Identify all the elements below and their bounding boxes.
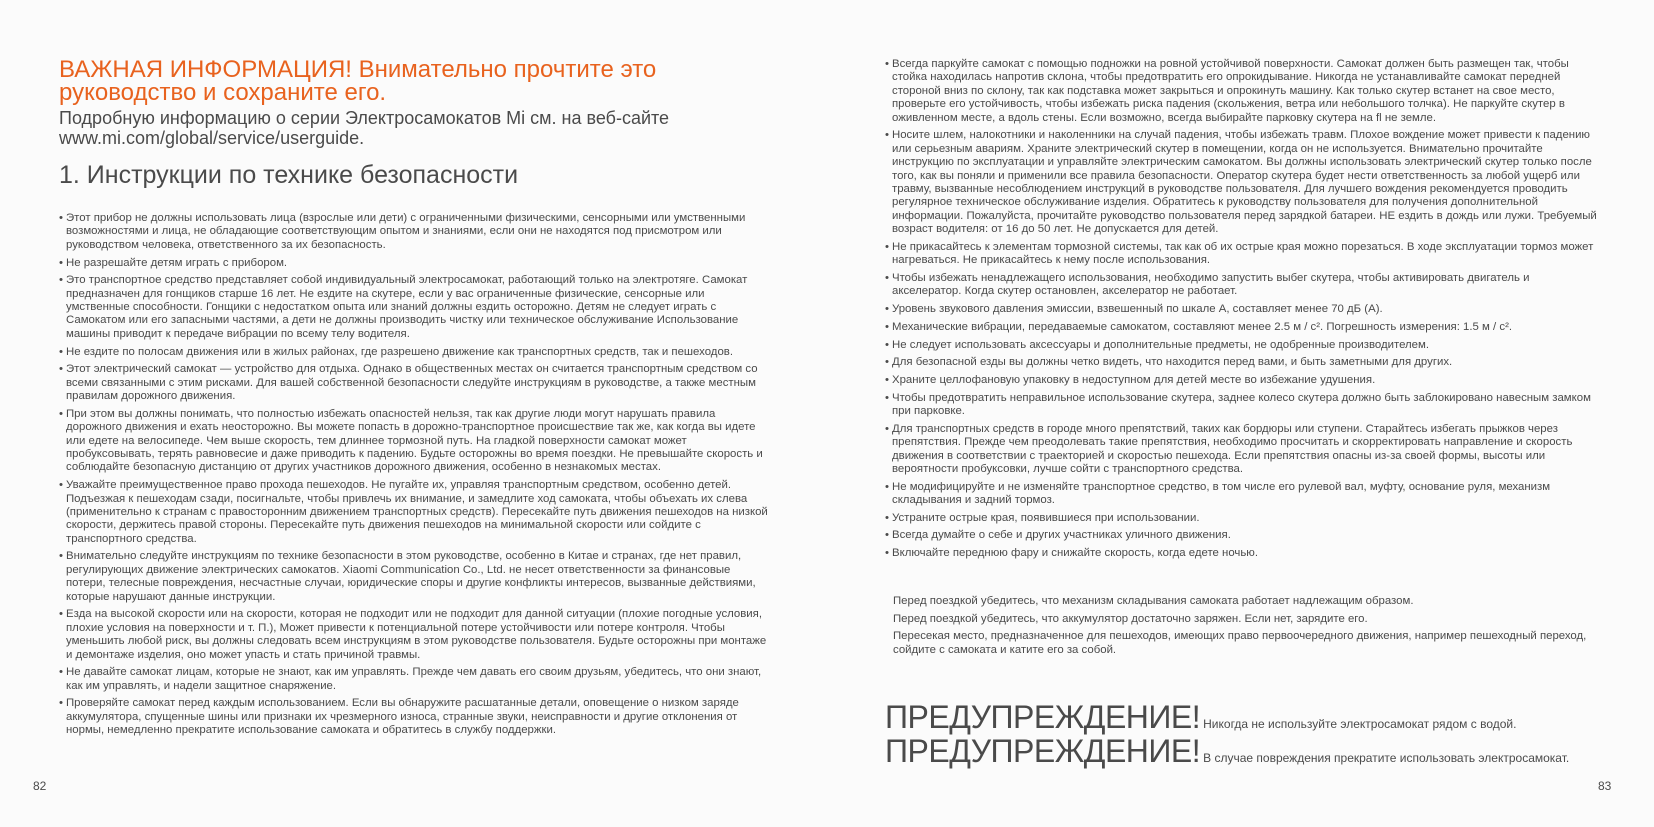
list-item: Перед поездкой убедитесь, что аккумулятор достаточно заряжен. Если нет, зарядите его. [893,612,1368,625]
list-item: • Чтобы предотвратить неправильное использование скутера, заднее колесо скутера должно быть заблокировано навесным замком при парковке. [885,391,1591,418]
list-item: • Механические вибрации, передаваемые самокатом, составляют менее 2.5 м / с². Погрешность измерения: 1.5 м / с². [885,320,1513,333]
bullet-icon: • [59,212,63,224]
warning-label: ПРЕДУПРЕЖДЕНИЕ! [885,733,1201,769]
list-item: • Езда на высокой скорости или на скорости, которая не подходит или не подходит для данной ситуации (плохие погодные условия, плохие условия на поверхности и т. П.), Может привести к потенциальной потере устойчивости или потере контроля. Чтобы уменьшить любой риск, вы должны следовать всем инструкциям в этом руководстве пользователя. Будьте осторожны при монтаже и демонтаже изделия, оно может упасть и стать причиной травмы. [59,608,767,661]
bullet-icon: • [885,529,889,542]
bullet-icon: • [885,356,889,369]
bullet-icon: • [885,391,889,404]
bullet-icon: • [59,256,63,269]
list-item: • Всегда паркуйте самокат с помощью подножки на ровной устойчивой поверхности. Самокат должен быть размещен так, чтобы стойка находилась напротив склона, чтобы предотвратить его опрокидывание. Никогда не устанавливайте самокат передней стороной вниз по склону, так как подставка может закрыться и опрокинуть машину. Как только скутер встанет на свое место, проверьте его устойчивость, чтобы избежать риска падения (скольжения, ветра или небольшого толчка). Не паркуйте скутер в оживленном месте, а вдоль стены. Если возможно, всегда выбирайте парковку скутера на fl не земле. [885,58,1569,124]
warning-row [885,734,1625,768]
bullet-icon: • [59,274,63,287]
list-item: • Проверяйте самокат перед каждым использованием. Если вы обнаружите расшатанные детали, оповещение о низком заряде аккумулятора, спущенные шины или признаки их чрезмерного износа, странные звуки, неисправности и другие отклонения от нормы, немедленно прекратите использование самоката и обратитесь в службу поддержки. [59,697,739,737]
list-item: • Не ездите по полосам движения или в жилых районах, где разрешено движение как транспортных средств, так и пешеходов. [59,345,733,358]
bullet-icon: • [885,303,889,316]
list-item: • Устраните острые края, появившиеся при использовании. [885,511,1200,524]
page-number-left: 82 [33,779,47,793]
list-item: • Не прикасайтесь к элементам тормозной системы, так как об их острые края можно порезаться. В ходе эксплуатации тормоз может нагреваться. Не прикасайтесь к нему после использования. [885,240,1594,267]
pre-ride-checklist [893,595,1593,662]
list-item: • Не модифицируйте и не изменяйте транспортное средство, в том числе его рулевой вал, муфту, основание руля, механизм складывания и задний тормоз. [885,480,1551,507]
right-safety-list [885,58,1597,565]
list-item: • Всегда думайте о себе и других участниках уличного движения. [885,529,1231,542]
bullet-icon: • [59,479,63,492]
bullet-icon: • [885,480,889,493]
list-item: • Для безопасной езды вы должны четко видеть, что находится перед вами, и быть заметными для других. [885,356,1453,369]
bullet-icon: • [59,697,63,710]
warning-row [885,700,1625,734]
bullet-icon: • [885,271,889,284]
list-item: • Уважайте преимущественное право прохода пешеходов. Не пугайте их, управляя транспортным средством, особенно детей. Подъезжая к пешеходам сзади, посигнальте, чтобы привлечь их внимание, и замедлите ход самоката, чтобы объехать их слева (применительно к странам с правосторонним движением транспортных средств). Пересекайте путь движения пешеходов на низкой скорости, держитесь правой стороны. Пересекайте путь движения пешеходов на минимальной скорости или сойдите с транспортного средства. [59,479,768,545]
list-item: Перед поездкой убедитесь, что механизм складывания самоката работает надлежащим образом. [893,595,1414,607]
list-item: • Включайте переднюю фару и снижайте скорость, когда едете ночью. [885,547,1258,560]
page-number-right: 83 [1598,779,1612,793]
list-item: • Для транспортных средств в городе много препятствий, таких как бордюры или ступени. Старайтесь избегать прыжков через препятствия. Прежде чем преодолевать такие препятствия, необходимо просчитать и скорректировать направление и скорость движения в соответствии с траекторией и скоростью пешехода. Если препятствия опасны из-за своей формы, высоты или вероятности пробуксовки, лучше сойти с транспортного средства. [885,422,1573,475]
list-item: • Не давайте самокат лицам, которые не знают, как им управлять. Прежде чем давать его своим друзьям, убедитесь, что они знают, как им управлять, и надели защитное снаряжение. [59,666,762,692]
list-item: • Не разрешайте детям играть с прибором. [59,256,288,269]
list-item: • Уровень звукового давления эмиссии, взвешенный по шкале А, составляет менее 70 дБ (А). [885,303,1383,316]
important-info-heading: ВАЖНАЯ ИНФОРМАЦИЯ! Внимательно прочтите это руководство и сохраните его. [59,56,657,106]
warnings-block [885,700,1625,768]
warning-label: ПРЕДУПРЕЖДЕНИЕ! [885,699,1201,735]
bullet-icon: • [885,240,889,253]
bullet-icon: • [885,511,889,524]
section-title: 1. Инструкции по технике безопасности [59,161,519,189]
list-item: • При этом вы должны понимать, что полностью избежать опасностей нельзя, так как другие люди могут нарушать правила дорожного движения и ехать неосторожно. Вы можете попасть в дорожно-транспортное происшествие так же, как когда вы идете или едете на велосипеде. Чем выше скорость, тем длиннее тормозной путь. На гладкой поверхности самокат может пробуксовывать, терять равновесие и даже приводить к падению. Будьте осторожны во время поездки. Не превышайте скорость и соблюдайте безопасную дистанцию от других участников дорожного движения, особенно в незнакомых местах. [59,407,763,474]
bullet-icon: • [885,320,889,333]
left-safety-list [59,212,769,742]
bullet-icon: • [885,547,889,560]
list-item: Пересекая место, предназначенное для пешеходов, имеющих право первоочередного движения, например пешеходный переход, сойдите с самоката и катите его за собой. [893,630,1587,656]
list-item: • Чтобы избежать ненадлежащего использования, необходимо запустить выбег скутера, чтобы активировать двигатель и акселератор. Когда скутер остановлен, акселератор не работает. [885,271,1530,298]
bullet-icon: • [59,666,63,679]
bullet-icon: • [885,129,889,142]
warning-text: Никогда не используйте электросамокат рядом с водой. [1203,717,1517,731]
bullet-icon: • [59,608,63,621]
bullet-icon: • [59,345,63,358]
bullet-icon: • [59,363,63,376]
bullet-icon: • [885,338,889,351]
bullet-icon: • [885,58,889,70]
list-item: • Храните целлофановую упаковку в недоступном для детей месте во избежание удушения. [885,373,1376,386]
list-item: • Не следует использовать аксессуары и дополнительные предметы, не одобренные производителем. [885,338,1430,351]
bullet-icon: • [59,407,63,420]
bullet-icon: • [885,373,889,386]
list-item: • Этот электрический самокат — устройство для отдыха. Однако в общественных местах он считается транспортным средством со всеми связанными с этим рисками. Для вашей собственной безопасности следуйте инструкциям в руководстве, а также местным правилам дорожного движения. [59,363,758,403]
list-item: • Этот прибор не должны использовать лица (взрослые или дети) с ограниченными физическими, сенсорными или умственными возможностями и лица, не обладающие соответствующим опытом и знаниями, если они не находятся под присмотром или руководством человека, ответственного за их безопасность. [59,212,746,251]
intro-text: Подробную информацию о серии Электросамокатов Mi см. на веб-сайте www.mi.com/global/service/userguide. [59,108,670,148]
list-item: • Носите шлем, налокотники и наколенники на случай падения, чтобы избежать травм. Плохое вождение может привести к падению или серьезным авариям. Храните электрический скутер в помещении, когда он не используется. Внимательно прочитайте инструкцию по эксплуатации и управляйте электрическим самокатом. Вы должны использовать электрический скутер только после того, как вы поняли и применили все правила безопасности. Оператор скутера будет нести ответственность за любой ущерб или травму, вызванные несоблюдением инструкций в руководстве пользователя. Для лучшего вождения рекомендуется проводить регулярное техническое обслуживание изделия. Обратитесь к руководству пользователя для получения дополнительной информации. Пожалуйста, прочитайте руководство пользователя перед зарядкой батареи. НЕ ездить в дождь или лужи. Требуемый возраст водителя: от 16 до 50 лет. Не допускается для детей. [885,129,1597,236]
bullet-icon: • [59,550,63,563]
warning-text: В случае повреждения прекратите использовать электросамокат. [1203,751,1570,765]
bullet-icon: • [885,422,889,435]
list-item: • Внимательно следуйте инструкциям по технике безопасности в этом руководстве, особенно в Китае и странах, где нет правил, регулирующих движение электрических самокатов. Xiaomi Communication Co., Ltd. не несет ответственности за финансовые потери, телесные повреждения, несчастные случаи, юридические споры и другие конфликты интересов, вызванные действиями, которые нарушают данные инструкции. [59,550,756,603]
list-item: • Это транспортное средство представляет собой индивидуальный электросамокат, работающий только на электротяге. Самокат предназначен для гонщиков старше 16 лет. Не ездите на скутере, если у вас ограниченные физические, сенсорные или умственные способности. Гонщики с недостатком опыта или знаний должны ездить осторожно. Детям не следует играть с Самокатом или его запасными частями, а дети не должны производить чистку или техническое обслуживание Использование машины приводит к передаче вибрации по всему телу водителя. [59,274,748,340]
